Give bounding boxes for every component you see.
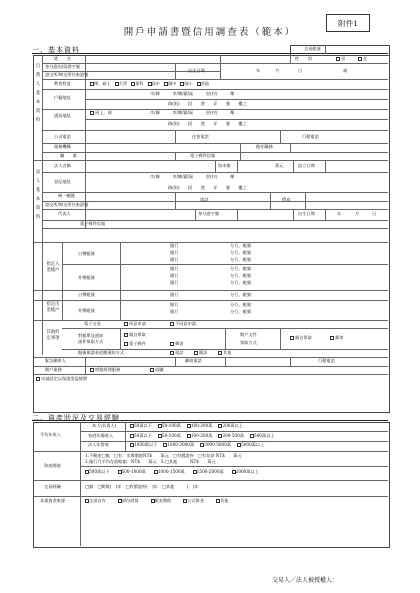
branch-2: 分行，帳號： xyxy=(230,250,256,255)
side-label-personal: 自然人基本資料 xyxy=(35,64,41,123)
branch-9: 分行，帳號： xyxy=(230,309,256,314)
asset-line-2: 2.銀行月平均存款餘額：NT$ 萬元 3.□其他 NT$ 萬元 xyxy=(85,459,216,464)
branch-4: 分行，帳號： xyxy=(230,266,256,271)
email-label: 電子郵件信箱 xyxy=(190,153,216,158)
reg-addr-1: 市/縣 市/鄉/鎮/區 里(村) 鄰 xyxy=(150,174,235,179)
exp-label: 交易經驗 xyxy=(44,484,61,489)
margin-other-checkbox[interactable] xyxy=(218,351,222,355)
legal-income-opts: 1000萬以下 1000-3000萬 3000-5000萬 5000萬以上 xyxy=(130,443,264,448)
position-label: 職 業 xyxy=(60,153,77,158)
stmt-post-label: 郵寄 xyxy=(175,341,184,346)
stmt-email-label: 電子郵件 xyxy=(129,341,146,346)
household-addr-1: 市/縣 市/鄉/鎮/區 里(村) 鄰 xyxy=(150,91,235,96)
company-phone-label: 公司電話 xyxy=(54,134,71,139)
spouse-income-label: 家庭年總收入 xyxy=(88,433,114,438)
other-label: 其他約定事項 xyxy=(46,330,60,341)
doc-self-label: 親自領取 xyxy=(295,335,312,340)
withdraw-checkbox[interactable] xyxy=(150,368,154,372)
rep-birth-label: 出生日期 xyxy=(298,211,315,216)
section1-title: 一、基本資料 xyxy=(32,46,80,54)
household-label: 戶籍地址 xyxy=(54,95,71,100)
emergency-label: 緊急聯絡人 xyxy=(45,358,66,363)
rep-id-label: 身分證字號 xyxy=(198,211,219,216)
stmt-email-checkbox[interactable] xyxy=(124,342,128,346)
branch-8: 分行，帳號： xyxy=(230,302,256,307)
section2-rule xyxy=(32,420,388,421)
doc-post-checkbox[interactable] xyxy=(330,336,334,340)
bank-2: 銀行 xyxy=(170,250,179,255)
same-as-checkbox[interactable] xyxy=(90,111,94,115)
disagree-checkbox[interactable] xyxy=(170,322,174,326)
fx-label: 外幣帳號 xyxy=(78,275,95,280)
birth-year: 年 xyxy=(256,68,261,73)
disagree-label: 不同意申請 xyxy=(175,321,196,326)
trade-account-label: 交易帳號 xyxy=(304,46,321,51)
female-checkbox[interactable] xyxy=(358,57,362,61)
stmt-sub-label: 函件領取方式 xyxy=(78,339,104,344)
birth-label: 出生日期 xyxy=(188,68,205,73)
branch-5: 分行，帳號： xyxy=(230,273,256,278)
self-income-opts: 50萬以下 50-100萬 100-200萬 200萬以上 xyxy=(130,424,243,429)
section2-title: 二、資產狀況及交易經驗 xyxy=(32,414,120,422)
stmt-post-checkbox[interactable] xyxy=(170,342,174,346)
rep-birth-month: 月 xyxy=(355,211,360,216)
mailing-label: 通訊地址 xyxy=(54,113,71,118)
fund-opts: 全部自有 部份借貸 親友贊助 公司資金 其他 xyxy=(85,499,228,504)
capital-unit: 萬元 xyxy=(275,163,284,168)
age-label: 歲 xyxy=(343,68,348,73)
out-account-label: 指定出金帳戶 xyxy=(46,302,60,313)
agree-label: 同意申請 xyxy=(129,321,146,326)
birth-day: 日 xyxy=(298,68,303,73)
same-as-label: 同上，或 xyxy=(95,110,112,115)
asset-label: 資產總值 xyxy=(44,463,61,468)
stmt-self-label: 親自領取 xyxy=(129,332,146,337)
income-label: 平均年收入 xyxy=(40,432,61,437)
relation-label: 聯絡電話 xyxy=(185,358,202,363)
unified-label: 證交所/期交所往來證號 xyxy=(45,72,89,77)
margin-sms-checkbox[interactable] xyxy=(194,351,198,355)
home-phone-label: 住家電話 xyxy=(192,134,209,139)
fund-label: 本業資金來源 xyxy=(40,498,66,503)
bank-9: 銀行 xyxy=(170,309,179,314)
branch-7: 分行，帳號： xyxy=(230,292,256,297)
unified-no-label: 統一編號 xyxy=(58,193,75,198)
method-label: 領取方式 xyxy=(240,340,257,345)
margin-notice-label: 盤後保證金追繳通知方式 xyxy=(78,350,125,355)
education-label: 教育程度 xyxy=(54,81,71,86)
doc-self-checkbox[interactable] xyxy=(290,336,294,340)
name-label: 姓 名 xyxy=(54,56,71,61)
household-addr-2: 路(街) 段 巷 弄 號 樓之 xyxy=(168,101,247,106)
bank-1: 銀行 xyxy=(170,243,179,248)
fx-out-label: 外幣帳號 xyxy=(78,308,95,313)
mobile-label: 行動電話 xyxy=(302,134,319,139)
legal-income-label: 法人年營收 xyxy=(88,442,109,447)
margin-sms-label: 簡訊 xyxy=(199,350,208,355)
branch-6: 分行，帳號： xyxy=(230,280,256,285)
mailing-addr-1: 市/縣 市/鄉/鎮/區 里(村) 鄰 xyxy=(150,110,235,115)
exp-line: □無 □期貨( )年 □有價證券( )年 □其他 ( )年 xyxy=(85,484,199,489)
attachment-label: 附件1 xyxy=(326,14,370,32)
legal-email-label: 電子郵件信箱 xyxy=(80,221,106,226)
mobile2-label: 行動電話 xyxy=(318,358,335,363)
rep-birth-year: 年 xyxy=(337,211,342,216)
legal-name-label: 法人名稱 xyxy=(54,163,71,168)
asset-opts: 500萬以下 500-1000萬 1000-1500萬 1500-2000萬 2000萬以上 xyxy=(85,470,259,475)
withdraw-label: 退職 xyxy=(155,367,164,372)
id-label: 身分證/居留證字號 xyxy=(45,64,80,69)
reg-addr-label: 登記地址 xyxy=(54,179,71,184)
add-branch-label: 增進經理服務 xyxy=(95,367,121,372)
mailing-addr-2: 路(街) 段 巷 弄 號 樓之 xyxy=(168,121,247,126)
spouse-income-opts: 50萬以下 50-100萬 100-200萬 200-500萬 500萬以上 xyxy=(130,434,275,439)
agree-checkbox[interactable] xyxy=(124,322,128,326)
gender-label: 性 別 xyxy=(295,56,312,61)
branch-3: 分行，帳號： xyxy=(230,257,256,262)
bank-4: 銀行 xyxy=(170,266,179,271)
male-label: 男 xyxy=(341,56,346,61)
auto-note-label: 申請設定以保證金盈餘撥 xyxy=(41,376,88,381)
side-label-legal: 法人基本資料 xyxy=(35,170,41,220)
in-account-label: 指定入金帳戶 xyxy=(46,262,60,273)
fax-label: 傳真 xyxy=(282,197,291,202)
self-income-label: 本人(負責人) xyxy=(92,423,117,428)
margin-phone-label: 電話 xyxy=(175,350,184,355)
asset-line-1: 1.不動產□無 □有：市場價值NT$ 萬元 □有價證券 □有存款 NT$ 萬元 xyxy=(85,453,242,458)
female-label: 女 xyxy=(363,56,368,61)
bank-5: 銀行 xyxy=(170,273,179,278)
job-title-label: 擔任職務 xyxy=(256,144,273,149)
page-title: 開戶申請書暨信用調查表（範本） xyxy=(123,27,297,38)
stmt-self-checkbox[interactable] xyxy=(124,333,128,337)
employer-label: 服務機構 xyxy=(54,144,71,149)
margin-other-label: 其他 xyxy=(223,350,232,355)
bank-7: 銀行 xyxy=(170,292,179,297)
legal-phone-label: 電話 xyxy=(200,197,209,202)
bank-8: 銀行 xyxy=(170,302,179,307)
rep-label: 代表人 xyxy=(58,211,71,216)
etrade-label: 電子交易 xyxy=(84,321,101,326)
reg-addr-2: 路(街) 段 巷 弄 號 樓之 xyxy=(168,185,247,190)
birth-month: 月 xyxy=(275,68,280,73)
male-checkbox[interactable] xyxy=(336,57,340,61)
branch-1: 分行，帳號： xyxy=(230,243,256,248)
capital-label: 資本額 xyxy=(218,163,231,168)
bank-6: 銀行 xyxy=(170,280,179,285)
open-branch-label: 開戶業務 xyxy=(45,367,62,372)
education-options: 博、碩士 大學 專科 高中 國中 國小 其他 xyxy=(90,82,209,87)
stmt-label: 對帳單及通知 xyxy=(78,333,104,338)
rep-birth-day: 日 xyxy=(372,211,377,216)
tw-out-label: 台幣帳號 xyxy=(78,292,95,297)
margin-phone-checkbox[interactable] xyxy=(170,351,174,355)
add-branch-checkbox[interactable] xyxy=(90,368,94,372)
fill-remark-label: 開戶文件 xyxy=(240,332,257,337)
auto-note-checkbox[interactable] xyxy=(36,377,40,381)
tw-label: 台幣帳號 xyxy=(78,251,95,256)
doc-post-label: 郵寄 xyxy=(335,335,344,340)
signature-label: 交易人／法人被授權人： xyxy=(272,577,339,584)
unified2-label: 證交所/期交所往來證號 xyxy=(45,202,89,207)
found-date-label: 設立日期 xyxy=(298,163,315,168)
bank-3: 銀行 xyxy=(170,257,179,262)
